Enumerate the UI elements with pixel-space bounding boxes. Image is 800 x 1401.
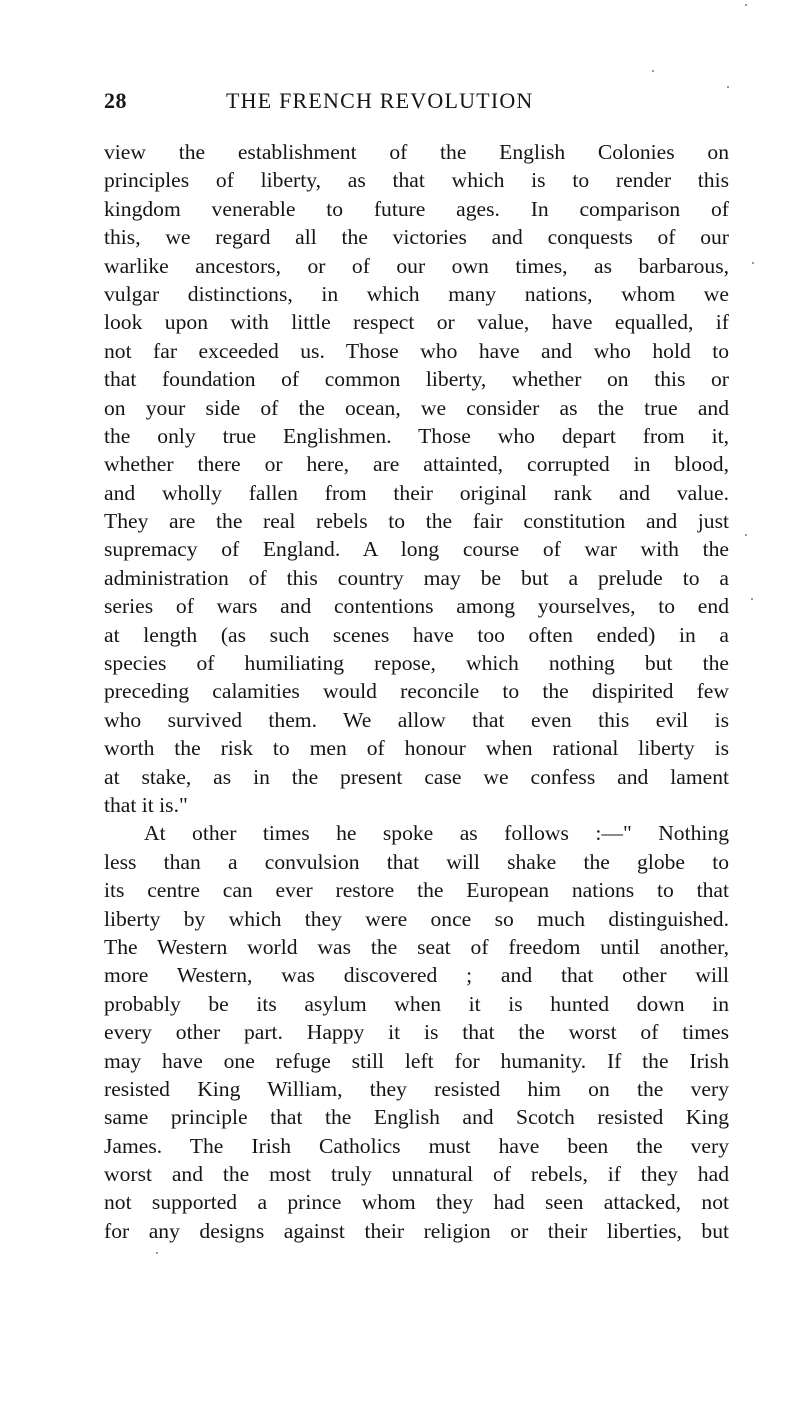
page-number: 28 [104,88,127,113]
page-header [104,88,744,120]
body-text [104,138,729,1245]
text-line: kingdom venerable to future ages. In comparison of [104,196,729,221]
paragraph-end-line: that it is." [104,792,188,817]
text-line: worth the risk to men of honour when rational liberty is [104,736,729,761]
text-line: look upon with little respect or value, have equalled, if [104,310,729,335]
text-line: the only true Englishmen. Those who depart from it, [104,423,729,448]
text-line: this, we regard all the victories and conquests of our [104,225,729,250]
text-line: less than a convulsion that will shake the globe to [104,849,729,874]
text-line: on your side of the ocean, we consider as the true and [104,395,729,420]
text-line: species of humiliating repose, which nothing but the [104,651,729,676]
text-line: at stake, as in the present case we confess and lament [104,764,729,789]
text-line: series of wars and contentions among yourselves, to end [104,594,729,619]
scan-speck [652,70,654,72]
text-line: more Western, was discovered ; and that other will [104,963,729,988]
text-line: worst and the most truly unnatural of rebels, if they had [104,1162,729,1187]
text-line: James. The Irish Catholics must have been the very [104,1133,729,1158]
scan-speck [156,1252,158,1254]
text-line: supremacy of England. A long course of war with the [104,537,729,562]
scan-speck [745,534,747,536]
text-line: preceding calamities would reconcile to the dispirited few [104,679,729,704]
text-line: that foundation of common liberty, whether on this or [104,367,729,392]
scan-speck [752,262,754,264]
paragraph-start-line: At other times he spoke as follows :—" Nothing [144,821,729,846]
text-line: its centre can ever restore the European nations to that [104,878,729,903]
text-line: principles of liberty, as that which is to render this [104,168,729,193]
text-line: every other part. Happy it is that the worst of times [104,1020,729,1045]
text-line: not supported a prince whom they had seen attacked, not [104,1190,729,1215]
text-line: vulgar distinctions, in which many nations, whom we [104,281,729,306]
scan-speck [745,4,747,6]
text-line: They are the real rebels to the fair constitution and just [104,509,729,534]
text-line: liberty by which they were once so much distinguished. [104,906,729,931]
text-line: for any designs against their religion or their liberties, but [104,1218,729,1243]
text-line: The Western world was the seat of freedom until another, [104,934,729,959]
text-line: resisted King William, they resisted him on the very [104,1076,729,1101]
running-title: THE FRENCH REVOLUTION [226,88,534,113]
text-line: view the establishment of the English Colonies on [104,140,729,164]
scan-speck [751,598,753,600]
text-line: probably be its asylum when it is hunted down in [104,991,729,1016]
text-line: may have one refuge still left for humanity. If the Irish [104,1048,729,1073]
text-line: whether there or here, are attainted, corrupted in blood, [104,452,729,477]
text-line: who survived them. We allow that even this evil is [104,707,729,732]
text-line: not far exceeded us. Those who have and who hold to [104,338,729,363]
text-line: warlike ancestors, or of our own times, as barbarous, [104,253,729,278]
text-line: and wholly fallen from their original rank and value. [104,480,729,505]
text-line: administration of this country may be but a prelude to a [104,565,729,590]
scan-speck [727,86,729,88]
text-line: same principle that the English and Scotch resisted King [104,1105,729,1130]
text-line: at length (as such scenes have too often ended) in a [104,622,729,647]
